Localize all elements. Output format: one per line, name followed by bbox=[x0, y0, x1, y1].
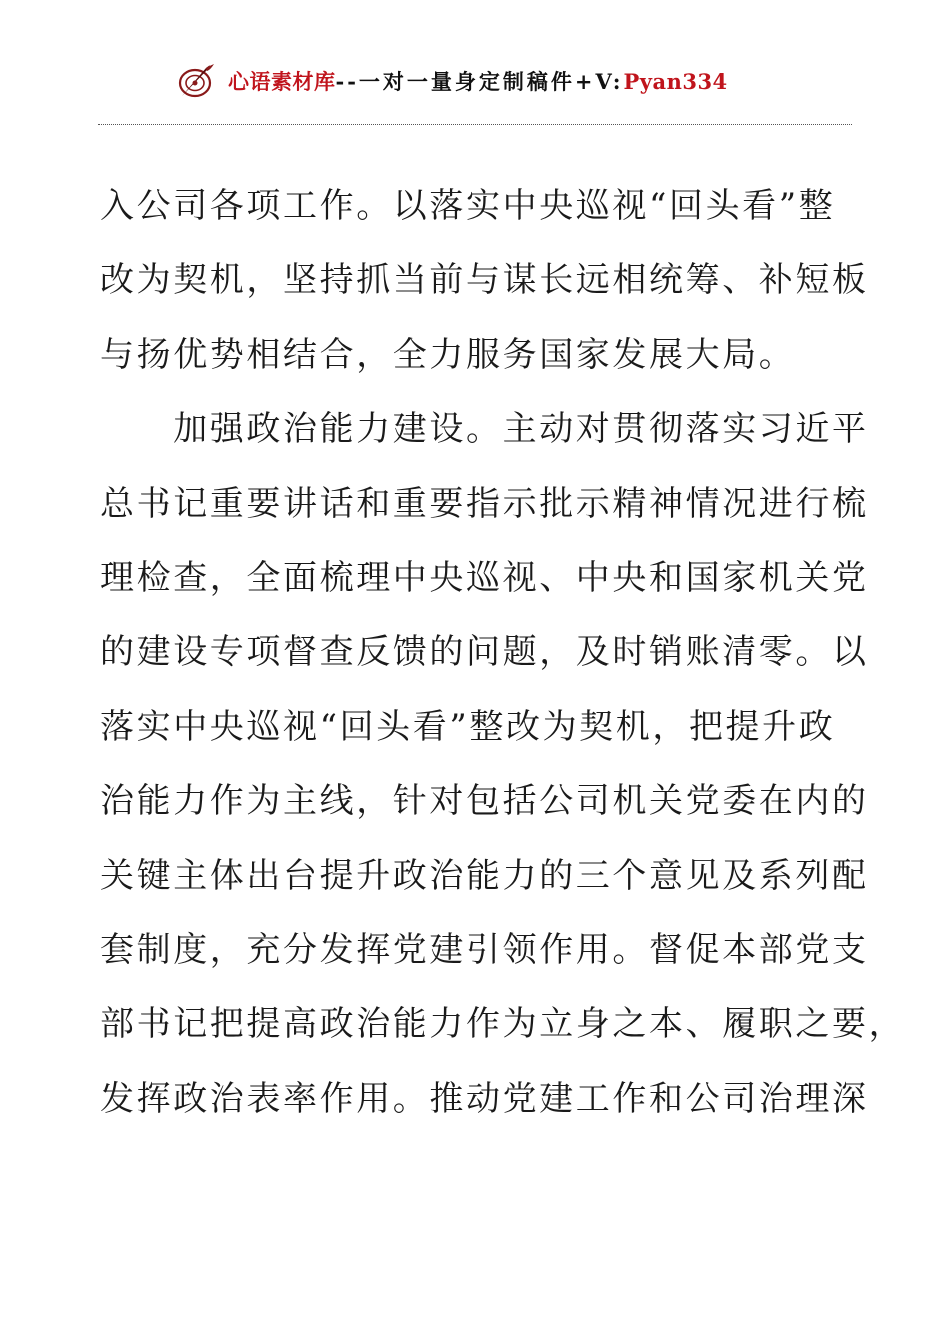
page-header bbox=[0, 58, 950, 106]
header-slogan: --一对一量身定制稿件+V: bbox=[335, 69, 624, 94]
text-line: 套制度，充分发挥党建引领作用。督促本部党支 bbox=[100, 929, 869, 970]
text-line: 部书记把提高政治能力作为立身之本、履职之要， bbox=[100, 1004, 906, 1045]
text-line: 的建设专项督查反馈的问题，及时销账清零。以 bbox=[100, 632, 869, 673]
wechat-id: Pyan334 bbox=[623, 69, 728, 94]
header-divider bbox=[98, 124, 852, 125]
text-line: 关键主体出台提升政治能力的三个意见及系列配 bbox=[100, 855, 869, 896]
document-body bbox=[100, 176, 906, 1143]
text-line: 加强政治能力建设。主动对贯彻落实习近平 bbox=[100, 409, 869, 450]
quill-pen-logo-icon bbox=[176, 62, 216, 100]
text-line: 落实中央巡视“回头看”整改为契机，把提升政 bbox=[100, 706, 836, 747]
text-line: 入公司各项工作。以落实中央巡视“回头看”整 bbox=[100, 186, 836, 226]
brand-name: 心语素材库 bbox=[228, 69, 336, 94]
text-line: 理检查，全面梳理中央巡视、中央和国家机关党 bbox=[100, 557, 869, 598]
header-title bbox=[228, 66, 728, 96]
text-line: 改为契机，坚持抓当前与谋长远相统筹、补短板 bbox=[100, 260, 869, 301]
text-line: 与扬优势相结合，全力服务国家发展大局。 bbox=[100, 334, 796, 375]
text-line: 总书记重要讲话和重要指示批示精神情况进行梳 bbox=[100, 483, 869, 524]
text-line: 治能力作为主线，针对包括公司机关党委在内的 bbox=[100, 781, 869, 822]
text-line: 发挥政治表率作用。推动党建工作和公司治理深 bbox=[100, 1078, 869, 1119]
